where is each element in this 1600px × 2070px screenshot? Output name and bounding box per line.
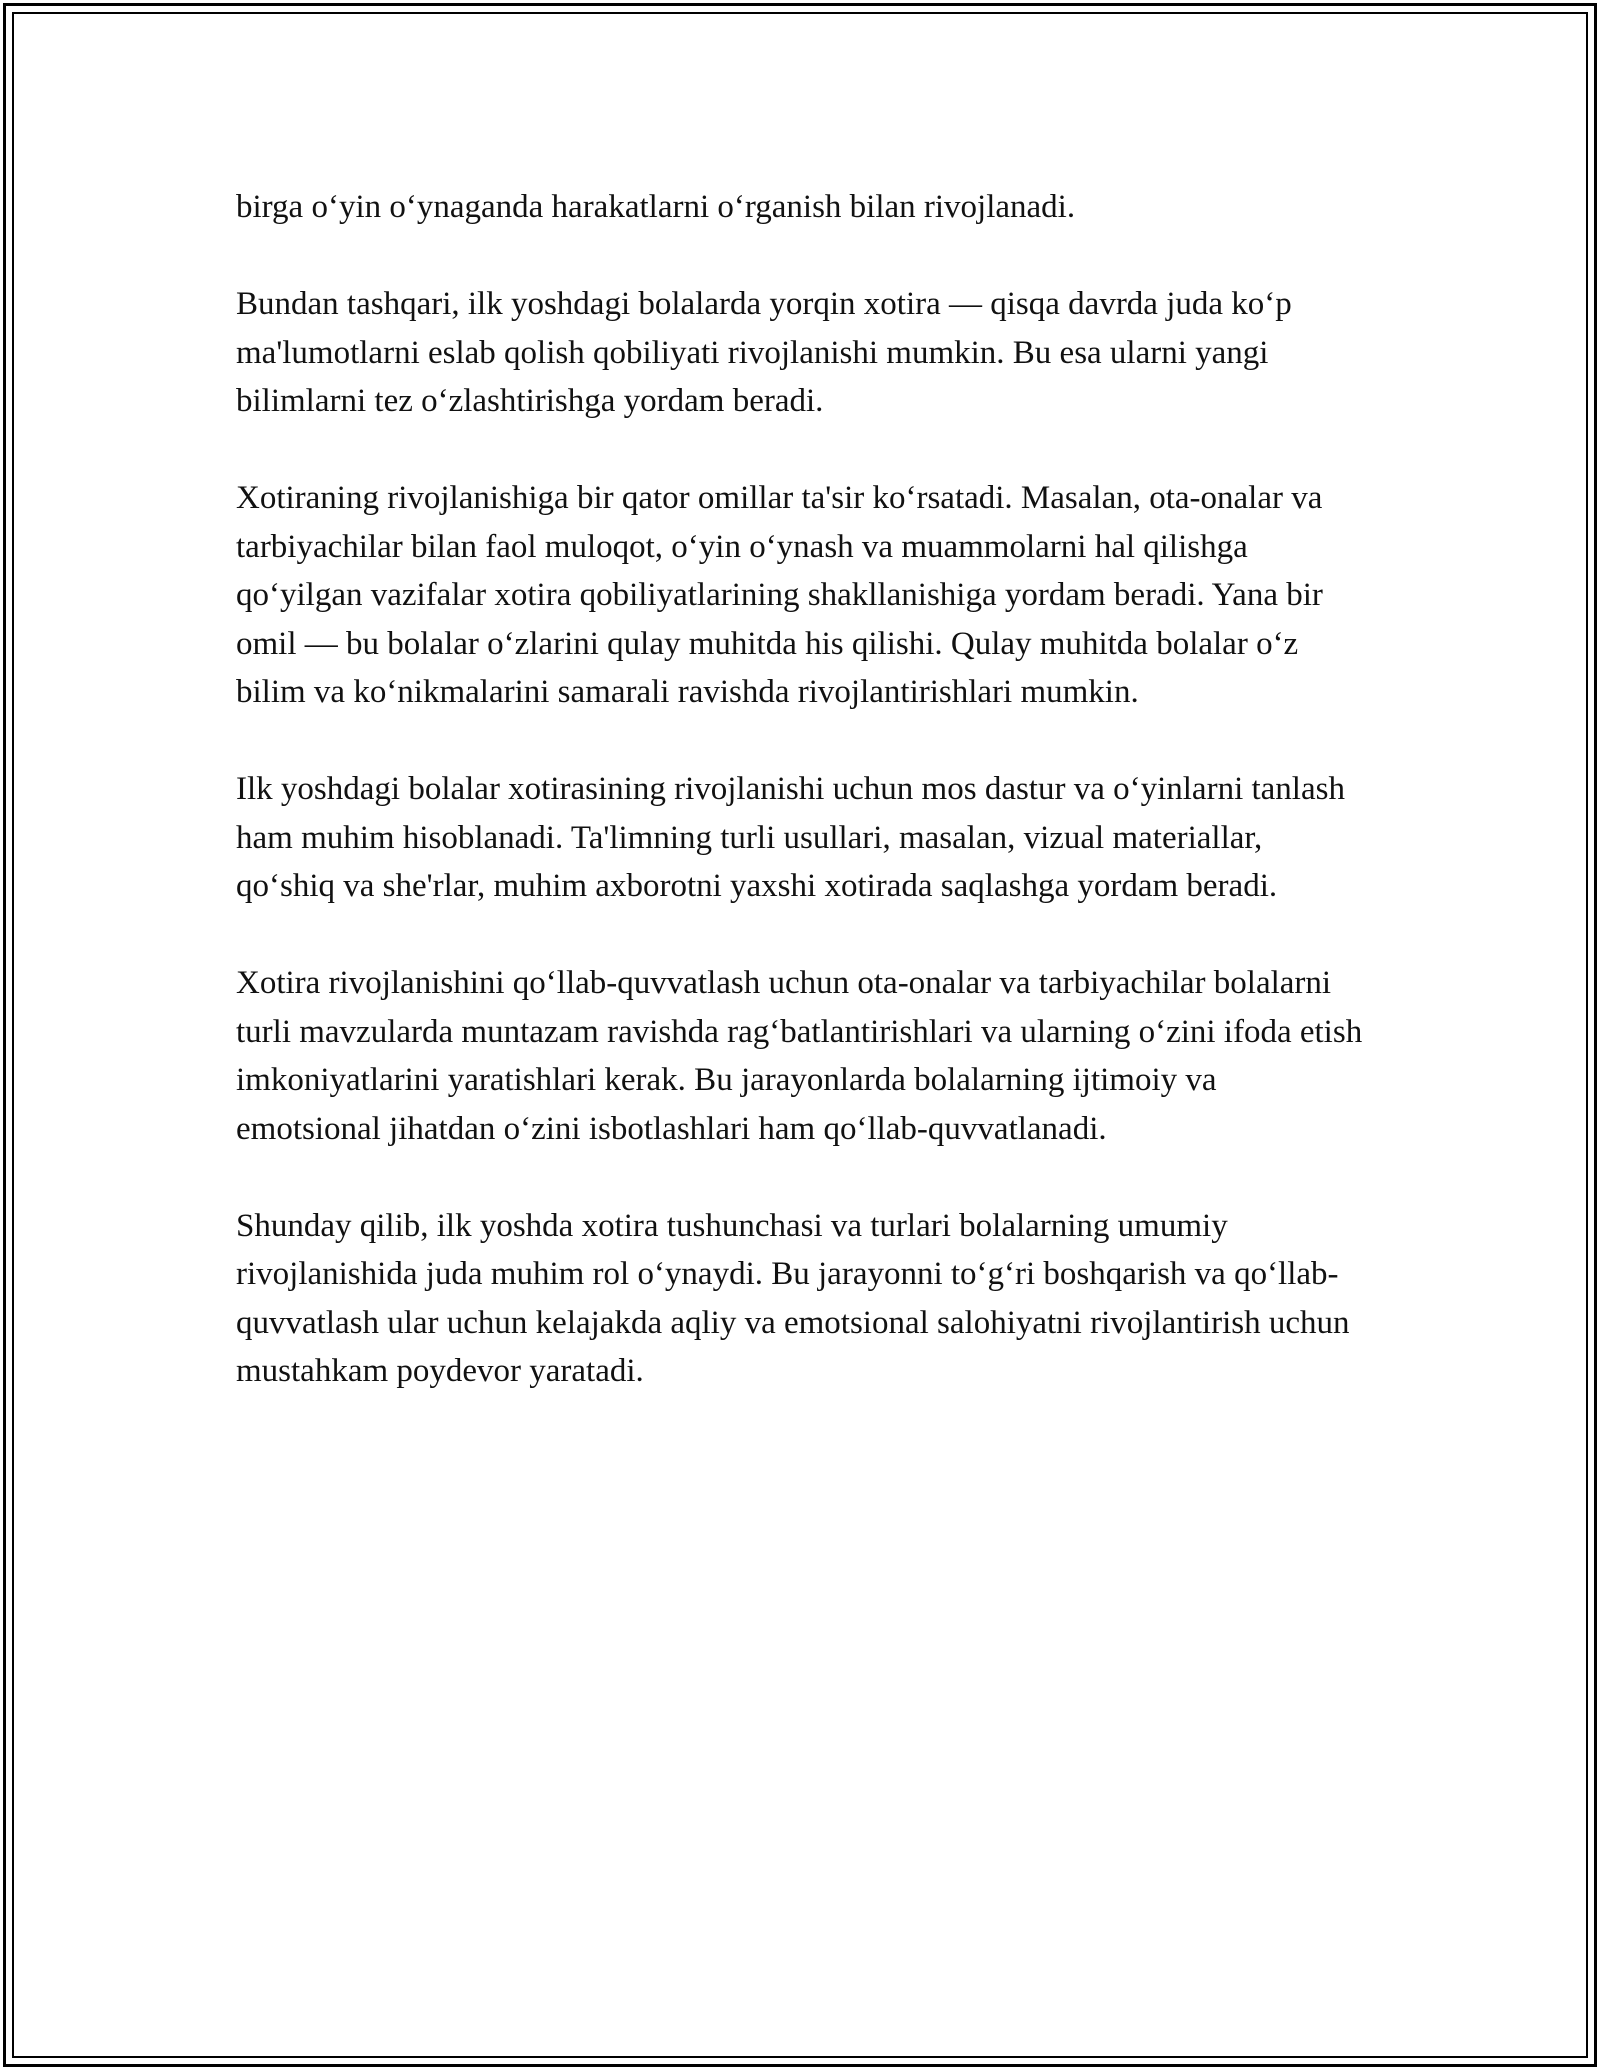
paragraph-2: Bundan tashqari, ilk yoshdagi bolalarda yorqin xotira — qisqa davrda juda ko‘p ma'lumotlarni eslab qolish qobiliyati rivojlanishi mumkin. Bu esa ularni yangi bilimlarni tez o‘zlashtirishga yordam beradi. (236, 286, 1292, 419)
document-body (236, 183, 1366, 1444)
paragraph-6: Shunday qilib, ilk yoshda xotira tushunchasi va turlari bolalarning umumiy rivojlanishida juda muhim rol o‘ynaydi. Bu jarayonni to‘g‘ri boshqarish va qo‘llab-quvvatlash ular uchun kelajakda aqliy va emotsional salohiyatni rivojlantirish uchun mustahkam poydevor yaratadi. (236, 1207, 1350, 1389)
paragraph-4: Ilk yoshdagi bolalar xotirasining rivojlanishi uchun mos dastur va o‘yinlarni tanlash ham muhim hisoblanadi. Ta'limning turli usullari, masalan, vizual materiallar, qo‘shiq va she'rlar, muhim axborotni yaxshi xotirada saqlashga yordam beradi. (236, 771, 1345, 904)
paragraph-3: Xotiraning rivojlanishiga bir qator omillar ta'sir ko‘rsatadi. Masalan, ota-onalar va tarbiyachilar bilan faol muloqot, o‘yin o‘ynash va muammolarni hal qilishga qo‘yilgan vazifalar xotira qobiliyatlarining shakllanishiga yordam beradi. Yana bir omil — bu bolalar o‘zlarini qulay muhitda his qilishi. Qulay muhitda bolalar o‘z bilim va ko‘nikmalarini samarali ravishda rivojlantirishlari mumkin. (236, 480, 1323, 710)
paragraph-5: Xotira rivojlanishini qo‘llab-quvvatlash uchun ota-onalar va tarbiyachilar bolalarni turli mavzularda muntazam ravishda rag‘batlantirishlari va ularning o‘zini ifoda etish imkoniyatlarini yaratishlari kerak. Bu jarayonlarda bolalarning ijtimoiy va emotsional jihatdan o‘zini isbotlashlari ham qo‘llab-quvvatlanadi. (236, 965, 1363, 1147)
paragraph-1: birga o‘yin o‘ynaganda harakatlarni o‘rganish bilan rivojlanadi. (236, 189, 1076, 225)
